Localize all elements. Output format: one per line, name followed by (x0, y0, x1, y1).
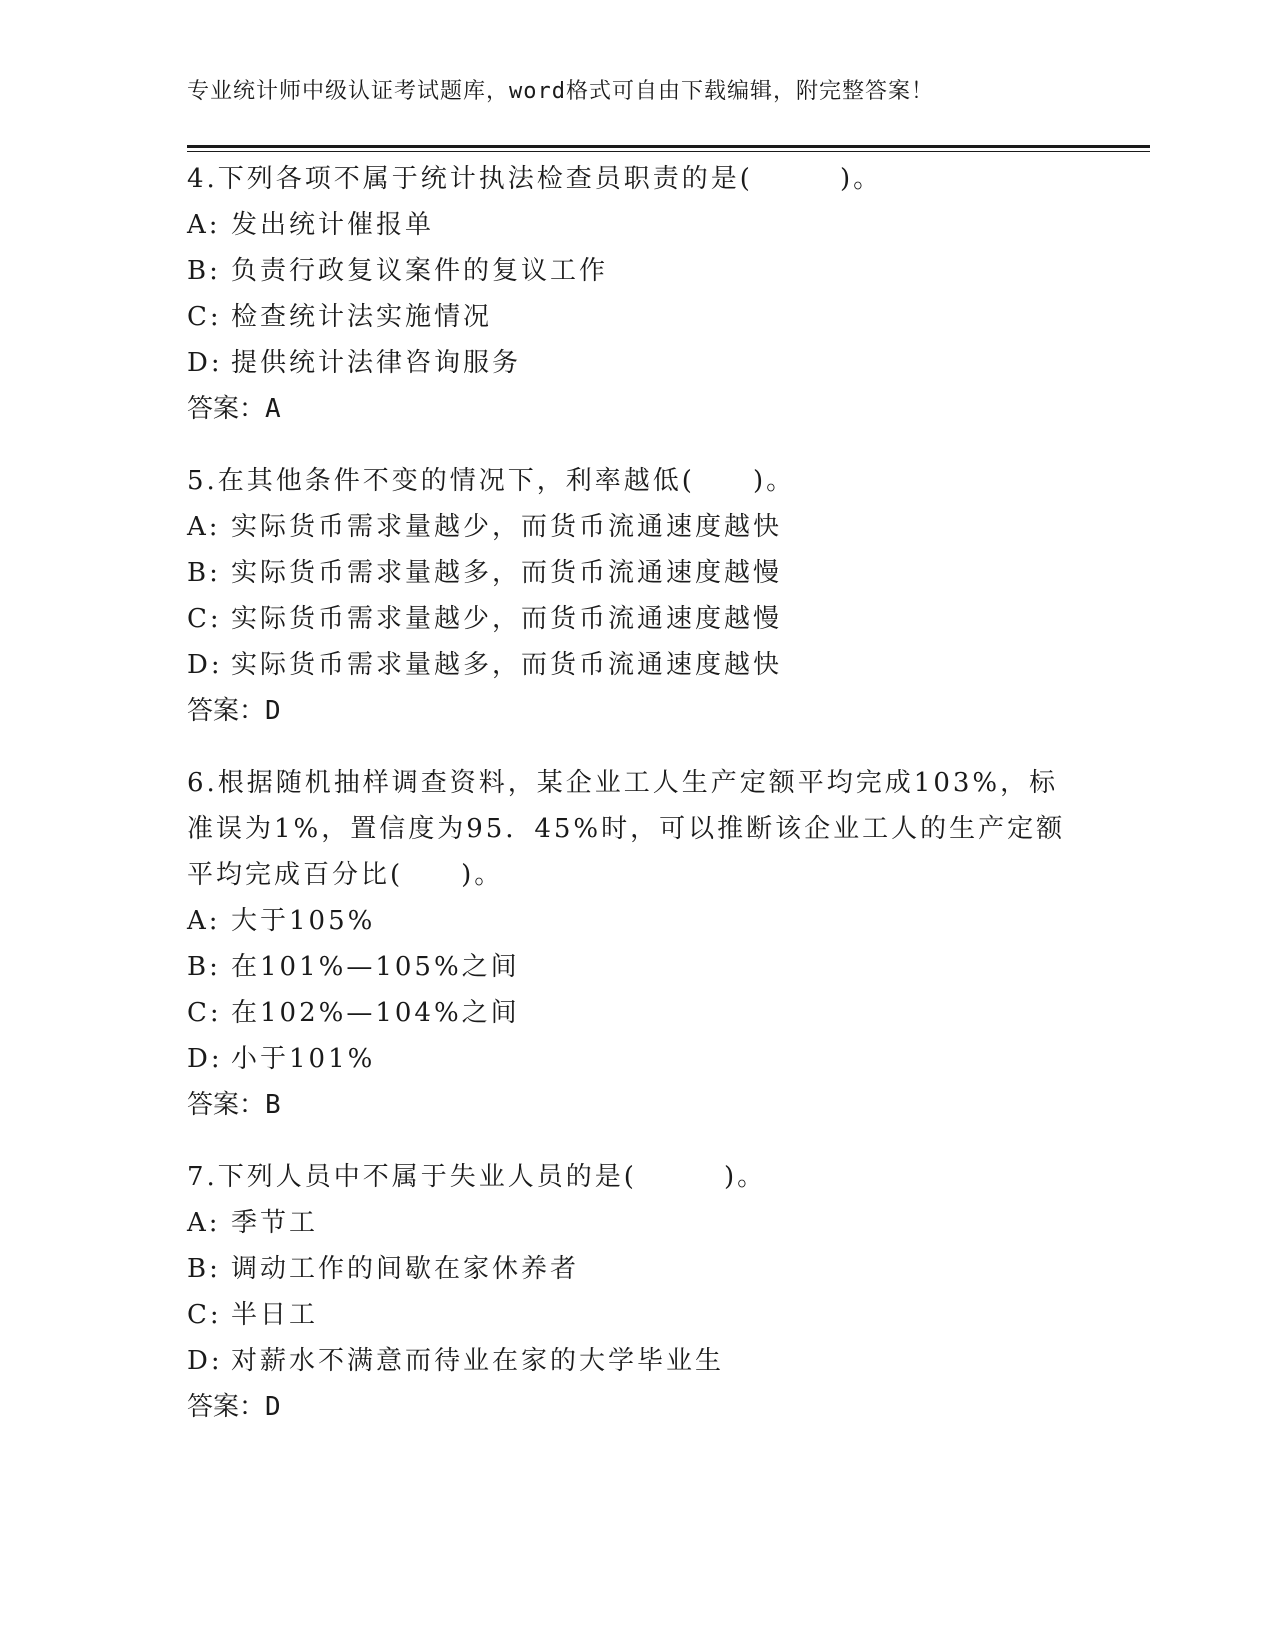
option-text: 大于105% (231, 906, 376, 936)
option-c (187, 990, 1087, 1036)
question-list (187, 156, 1087, 1456)
option-label: C: (187, 302, 222, 332)
header-rule-thick (187, 145, 1150, 148)
option-label: A: (187, 906, 221, 936)
option-d (187, 1338, 1087, 1384)
option-a (187, 202, 1087, 248)
option-c (187, 1292, 1087, 1338)
option-d (187, 1036, 1087, 1082)
option-text: 在101%—105%之间 (231, 952, 520, 982)
option-c (187, 294, 1087, 340)
option-label: A: (187, 512, 221, 542)
option-text: 调动工作的间歇在家休养者 (231, 1254, 580, 1284)
option-label: D: (187, 650, 223, 680)
answer-line (187, 1384, 1087, 1430)
option-text: 在102%—104%之间 (231, 998, 520, 1028)
option-text: 实际货币需求量越少，而货币流通速度越快 (231, 512, 783, 542)
option-b (187, 550, 1087, 596)
option-text: 实际货币需求量越多，而货币流通速度越慢 (231, 558, 783, 588)
answer-label: 答案： (187, 1090, 266, 1120)
option-label: A: (187, 1208, 221, 1238)
answer-value: D (265, 696, 281, 726)
option-text: 实际货币需求量越少，而货币流通速度越慢 (231, 604, 783, 634)
answer-label: 答案： (187, 394, 266, 424)
answer-line (187, 386, 1087, 432)
option-text: 半日工 (231, 1300, 319, 1330)
option-label: C: (187, 1300, 222, 1330)
option-label: D: (187, 1346, 223, 1376)
answer-label: 答案： (187, 696, 266, 726)
option-text: 负责行政复议案件的复议工作 (231, 256, 609, 286)
option-a (187, 898, 1087, 944)
option-b (187, 944, 1087, 990)
option-text: 对薪水不满意而待业在家的大学毕业生 (231, 1346, 725, 1376)
answer-value: B (265, 1090, 281, 1120)
option-label: B: (187, 256, 221, 286)
option-text: 季节工 (231, 1208, 319, 1238)
question-stem: 7.下列人员中不属于失业人员的是( )。 (187, 1162, 767, 1192)
option-d (187, 340, 1087, 386)
question-6 (187, 760, 1087, 1128)
question-5 (187, 458, 1087, 734)
option-text: 发出统计催报单 (231, 210, 435, 240)
option-label: C: (187, 604, 222, 634)
option-b (187, 248, 1087, 294)
option-label: B: (187, 1254, 221, 1284)
question-stem: 4.下列各项不属于统计执法检查员职责的是( )。 (187, 164, 883, 194)
answer-label: 答案： (187, 1392, 266, 1422)
question-7 (187, 1154, 1087, 1430)
option-text: 检查统计法实施情况 (231, 302, 493, 332)
option-label: D: (187, 1044, 223, 1074)
answer-line (187, 1082, 1087, 1128)
option-text: 提供统计法律咨询服务 (231, 348, 522, 378)
option-label: C: (187, 998, 222, 1028)
option-text: 实际货币需求量越多，而货币流通速度越快 (231, 650, 783, 680)
option-label: B: (187, 952, 221, 982)
option-label: B: (187, 558, 221, 588)
question-4 (187, 156, 1087, 432)
header-rule-thin (187, 151, 1150, 152)
page-header: 专业统计师中级认证考试题库，word格式可自由下载编辑，附完整答案！ (187, 79, 934, 104)
option-text: 小于101% (231, 1044, 376, 1074)
answer-value: A (265, 394, 281, 424)
question-stem: 5.在其他条件不变的情况下，利率越低( )。 (187, 466, 796, 496)
option-c (187, 596, 1087, 642)
option-d (187, 642, 1087, 688)
option-b (187, 1246, 1087, 1292)
question-stem: 6.根据随机抽样调查资料，某企业工人生产定额平均完成103%，标准误为1%，置信度为95．45%时，可以推断该企业工人的生产定额平均完成百分比( )。 (187, 768, 1066, 890)
answer-line (187, 688, 1087, 734)
option-label: A: (187, 210, 221, 240)
answer-value: D (265, 1392, 281, 1422)
option-a (187, 504, 1087, 550)
option-a (187, 1200, 1087, 1246)
option-label: D: (187, 348, 223, 378)
